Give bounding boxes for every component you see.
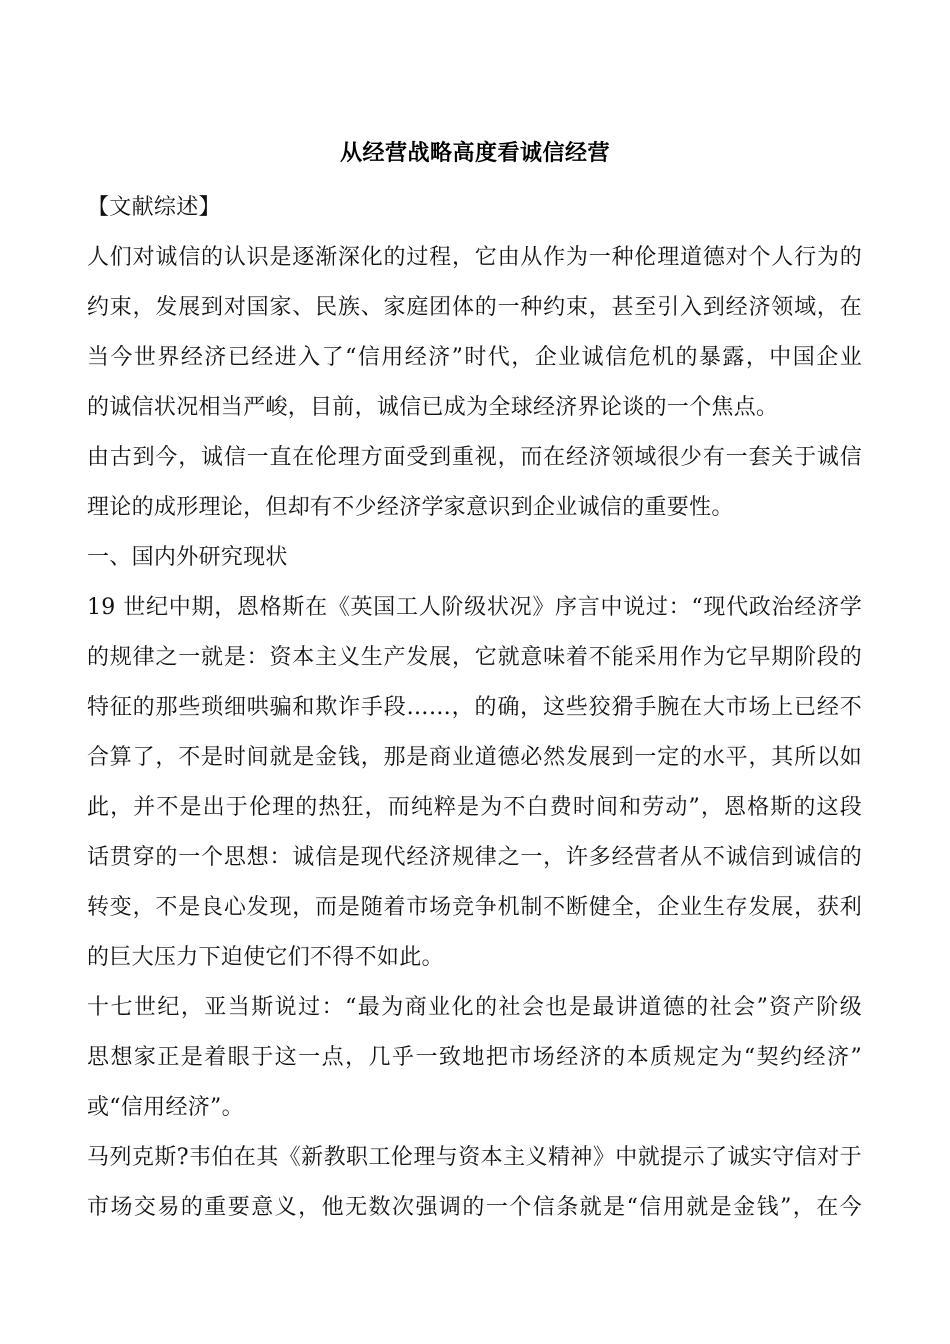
paragraph-line: 马列克斯?韦伯在其《新教职工伦理与资本主义精神》中就提示了诚实守信对于 [87, 1145, 862, 1170]
section-heading-research-status: 一、国内外研究现状 [87, 545, 288, 570]
paragraph-line: 合算了，不是时间就是金钱，那是商业道德必然发展到一定的水平，其所以如 [87, 745, 862, 770]
paragraph-line: 十七世纪，亚当斯说过：“最为商业化的社会也是最讲道德的社会”资产阶级 [87, 995, 862, 1020]
paragraph-line: 转变，不是良心发现，而是随着市场竞争机制不断健全，企业生存发展，获利 [87, 895, 862, 920]
document-body [87, 183, 862, 1233]
paragraph-line: 此，并不是出于伦理的热狂，而纯粹是为不白费时间和劳动”，恩格斯的这段 [87, 795, 862, 820]
paragraph-line: 由古到今，诚信一直在伦理方面受到重视，而在经济领域很少有一套关于诚信 [87, 445, 862, 470]
paragraph-line: 当今世界经济已经进入了“信用经济”时代，企业诚信危机的暴露，中国企业 [87, 345, 862, 370]
paragraph-line: 的规律之一就是：资本主义生产发展，它就意味着不能采用作为它早期阶段的 [87, 645, 862, 670]
paragraph-line: 市场交易的重要意义，他无数次强调的一个信条就是“信用就是金钱”，在今 [87, 1195, 862, 1220]
paragraph-line: 人们对诚信的认识是逐渐深化的过程，它由从作为一种伦理道德对个人行为的 [87, 245, 862, 270]
paragraph-line: 特征的那些琐细哄骗和欺诈手段……，的确，这些狡猾手腕在大市场上已经不 [87, 695, 862, 720]
paragraph-line: 思想家正是着眼于这一点，几乎一致地把市场经济的本质规定为“契约经济” [87, 1045, 862, 1070]
document-title: 从经营战略高度看诚信经营 [339, 141, 610, 166]
paragraph-line: 的巨大压力下迫使它们不得不如此。 [87, 945, 444, 970]
paragraph-line: 或“信用经济”。 [87, 1095, 244, 1120]
paragraph-line: 话贯穿的一个思想：诚信是现代经济规律之一，许多经营者从不诚信到诚信的 [87, 845, 862, 870]
section-heading-literature-review: 【文献综述】 [87, 195, 221, 220]
paragraph-line: 的诚信状况相当严峻，目前，诚信已成为全球经济界论谈的一个焦点。 [87, 395, 779, 420]
paragraph-line: 约束，发展到对国家、民族、家庭团体的一种约束，甚至引入到经济领域，在 [87, 295, 862, 320]
paragraph-line: 理论的成形理论，但却有不少经济学家意识到企业诚信的重要性。 [87, 495, 734, 520]
paragraph-line: 19 世纪中期，恩格斯在《英国工人阶级状况》序言中说过：“现代政治经济学 [87, 595, 862, 620]
